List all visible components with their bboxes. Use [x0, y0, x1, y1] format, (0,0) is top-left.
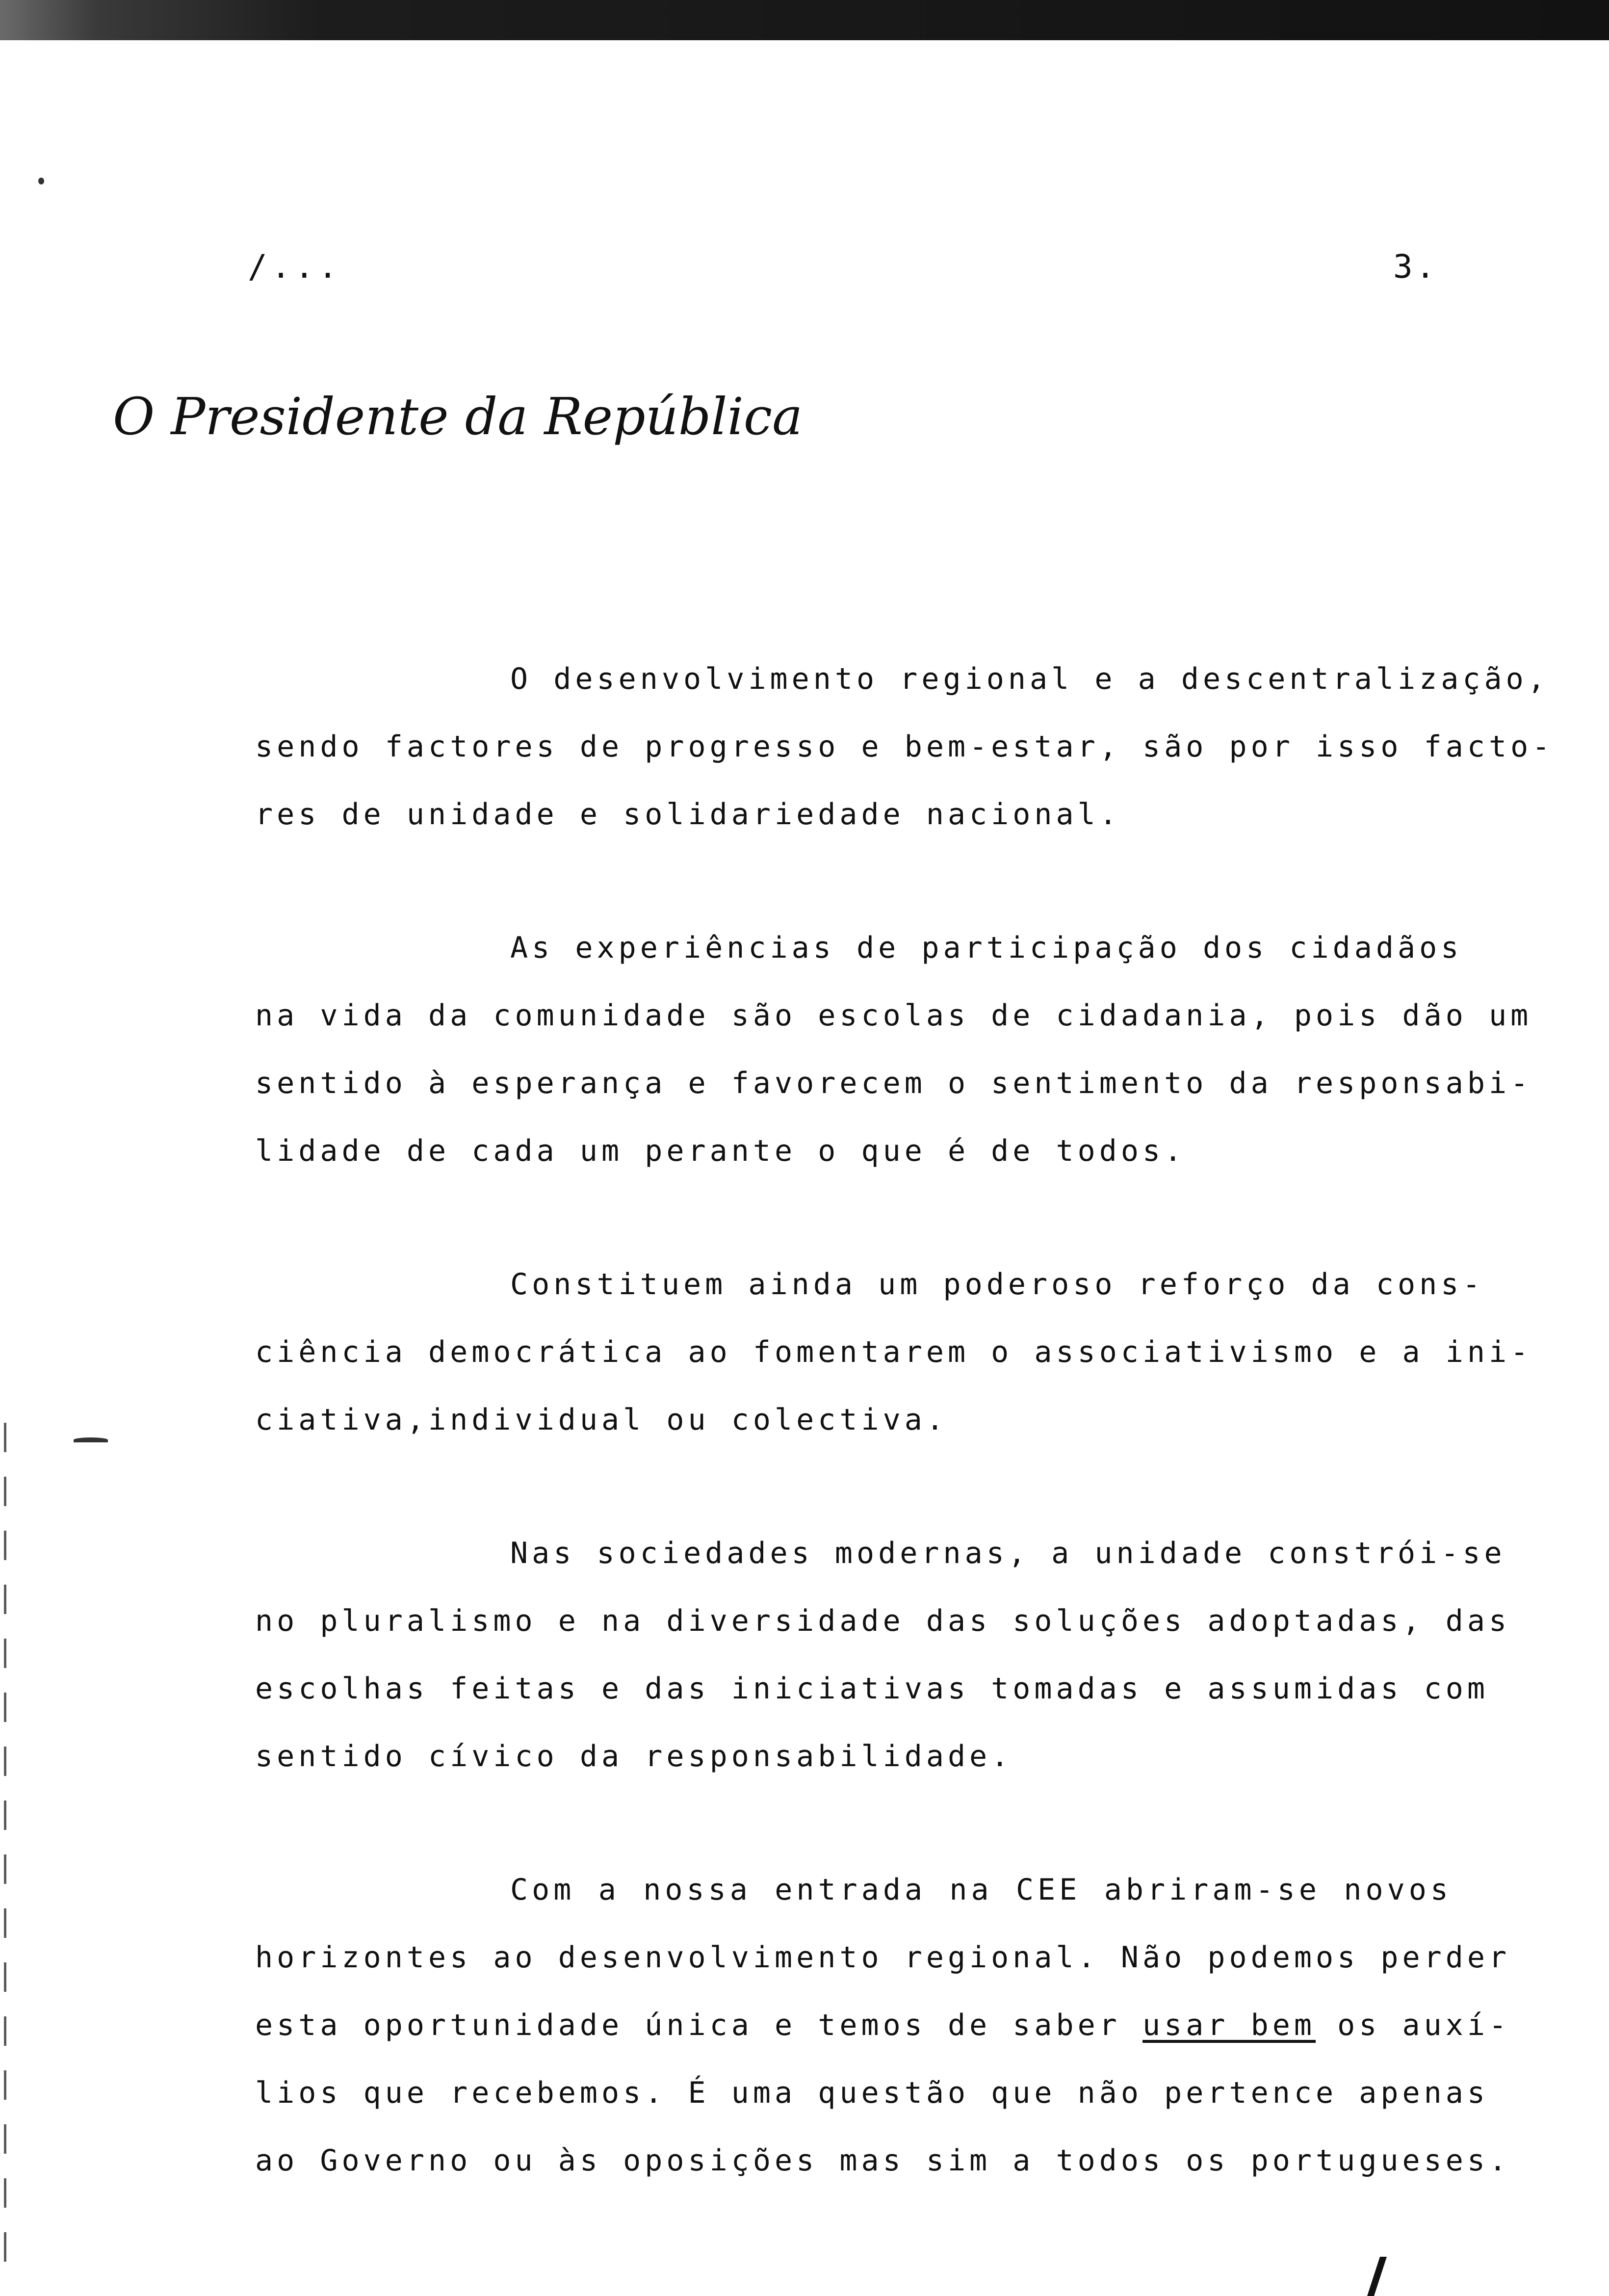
- text-line: res de unidade e solidariedade nacional.: [255, 797, 1121, 832]
- letterhead-signature: [108, 387, 803, 461]
- text-line: O desenvolvimento regional e a descentralização,: [510, 662, 1549, 696]
- scan-top-border: [0, 0, 1609, 40]
- text-line: Nas sociedades modernas, a unidade constrói-se: [510, 1536, 1506, 1570]
- continuation-slash-mark: [1367, 2257, 1387, 2296]
- letter-body: [255, 645, 1554, 2260]
- paragraph-regional-development: [255, 645, 1554, 848]
- letterhead-text: O Presidente da República: [113, 387, 803, 446]
- text-line: no pluralismo e na diversidade das soluções adoptadas, das: [255, 1604, 1511, 1638]
- text-line: Constituem ainda um poderoso reforço da cons-: [510, 1267, 1484, 1302]
- scan-speck: [74, 1437, 108, 1442]
- text-line: ciência democrática ao fomentarem o associativismo e a ini-: [255, 1335, 1532, 1369]
- text-segment: os auxí-: [1316, 2008, 1511, 2042]
- text-line: As experiências de participação dos cidadãos: [510, 931, 1463, 965]
- text-line: lidade de cada um perante o que é de todos.: [255, 1134, 1186, 1168]
- text-line: Com a nossa entrada na CEE abriram-se novos: [510, 1873, 1452, 1907]
- scan-left-edge-artifact: [4, 1423, 6, 2286]
- underlined-phrase: usar bem: [1142, 2008, 1316, 2042]
- text-line: [255, 1991, 1511, 2059]
- text-line: sendo factores de progresso e bem-estar, são por isso facto-: [255, 730, 1554, 764]
- text-line: sentido cívico da responsabilidade.: [255, 1739, 1013, 1774]
- paragraph-democratic-awareness: [255, 1251, 1532, 1454]
- text-line: horizontes ao desenvolvimento regional. Não podemos perder: [255, 1940, 1511, 1975]
- text-line: escolhas feitas e das iniciativas tomadas e assumidas com: [255, 1671, 1489, 1706]
- text-line: sentido à esperança e favorecem o sentimento da responsabi-: [255, 1066, 1532, 1100]
- paragraph-cee-entry: [255, 1856, 1511, 2194]
- scan-speck: [38, 178, 44, 184]
- text-line: lios que recebemos. É uma questão que não pertence apenas: [255, 2076, 1489, 2110]
- text-line: na vida da comunidade são escolas de cidadania, pois dão um: [255, 998, 1532, 1033]
- text-line: ciativa,individual ou colectiva.: [255, 1403, 948, 1437]
- continuation-mark: /...: [248, 248, 341, 286]
- paragraph-modern-societies: [255, 1519, 1511, 1790]
- text-segment: esta oportunidade única e temos de saber: [255, 2008, 1143, 2042]
- text-line: ao Governo ou às oposições mas sim a todos os portugueses.: [255, 2143, 1511, 2178]
- page-number: 3.: [1393, 248, 1438, 286]
- paragraph-citizen-participation: [255, 914, 1532, 1185]
